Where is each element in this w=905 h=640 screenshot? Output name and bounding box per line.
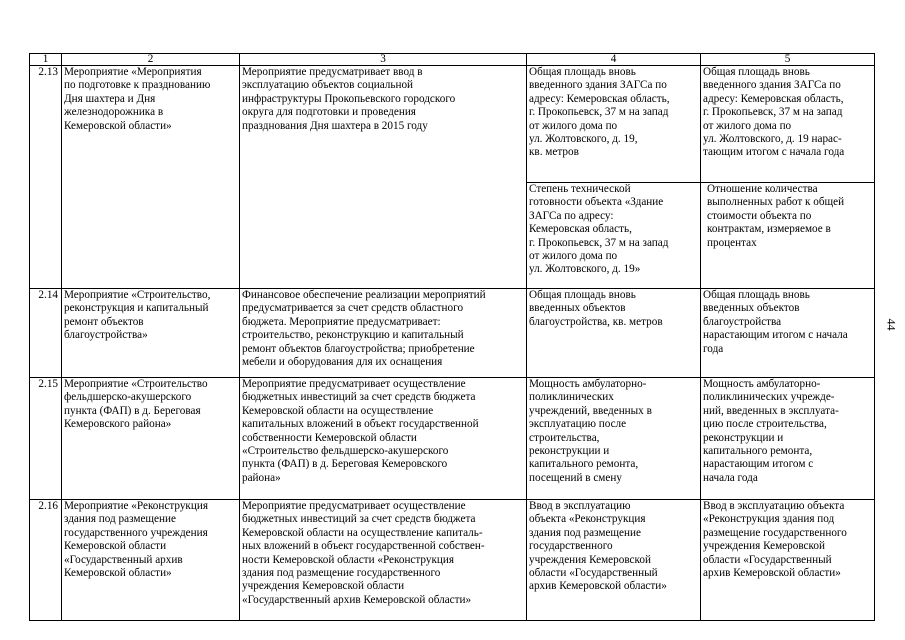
measure-name: Мероприятие «Реконструкция здания под размещение государственного учреждения Кемеровской области «Государственный архив Кемеровской области» (62, 500, 240, 621)
measure-name: Мероприятие «Строительство, реконструкция и капитальный ремонт объектов благоустройства» (62, 289, 240, 378)
table-row (30, 378, 875, 500)
row-number: 2.14 (30, 289, 62, 378)
measure-description: Мероприятие предусматривает ввод в эксплуатацию объектов социальной инфраструктуры Прокопьевского городского округа для подготовки и проведения празднования Дня шахтера в 2015 году (240, 66, 527, 289)
indicator-method: Отношение количества выполненных работ к общей стоимости объекта по контрактам, измеряемое в процентах (701, 183, 875, 289)
row-number: 2.16 (30, 500, 62, 621)
indicator-name: Мощность амбулаторно- поликлинических учреждений, введенных в эксплуатацию после строительства, реконструкции и капитального ремонта, посещений в смену (527, 378, 701, 500)
header-col-5: 5 (701, 54, 875, 66)
indicator-method: Ввод в эксплуатацию объекта «Реконструкция здания под размещение государственного учреждения Кемеровской области «Государственный архив Кемеровской области» (701, 500, 875, 621)
table-row (30, 66, 875, 183)
measure-name: Мероприятие «Строительство фельдшерско-акушерского пункта (ФАП) в д. Береговая Кемеровского района» (62, 378, 240, 500)
header-col-1: 1 (30, 54, 62, 66)
header-col-3: 3 (240, 54, 527, 66)
measure-description: Мероприятие предусматривает осуществление бюджетных инвестиций за счет средств бюджета Кемеровской области на осуществление капиталь- ных вложений в объект государственной собствен- ности Кемеровской области «Реконструкция здания под размещение государственного учреждения Кемеровской области «Государственный архив Кемеровской области» (240, 500, 527, 621)
header-col-4: 4 (527, 54, 701, 66)
indicator-name: Степень технической готовности объекта «Здание ЗАГСа по адресу: Кемеровская область, г. Прокопьевск, 37 м на запад от жилого дома по ул. Жолтовского, д. 19» (527, 183, 701, 289)
measure-description: Финансовое обеспечение реализации мероприятий предусматривается за счет средств областного бюджета. Мероприятие предусматривает: строительство, реконструкцию и капитальный ремонт объектов благоустройства; приобретение мебели и оборудования для их оснащения (240, 289, 527, 378)
indicator-name: Общая площадь вновь введенных объектов благоустройства, кв. метров (527, 289, 701, 378)
row-number: 2.15 (30, 378, 62, 500)
measure-description: Мероприятие предусматривает осуществление бюджетных инвестиций за счет средств бюджета Кемеровской области на осуществление капитальных вложений в объект государственной собственности Кемеровской области «Строительство фельдшерско-акушерского пункта (ФАП) в д. Береговая Кемеровского района» (240, 378, 527, 500)
header-col-2: 2 (62, 54, 240, 66)
indicator-method: Мощность амбулаторно- поликлинических учрежде- ний, введенных в эксплуата- цию после строительства, реконструкции и капитального ремонта, нарастающим итогом с начала года (701, 378, 875, 500)
indicator-method: Общая площадь вновь введенных объектов благоустройства нарастающим итогом с начала года (701, 289, 875, 378)
indicator-method: Общая площадь вновь введенного здания ЗАГСа по адресу: Кемеровская область, г. Прокопьевск, 37 м на запад от жилого дома по ул. Жолтовского, д. 19 нарас- тающим итогом с начала года (701, 66, 875, 183)
header-row (30, 54, 875, 66)
indicator-name: Ввод в эксплуатацию объекта «Реконструкция здания под размещение государственного учреждения Кемеровской области «Государственный архив Кемеровской области» (527, 500, 701, 621)
measure-name: Мероприятие «Мероприятия по подготовке к празднованию Дня шахтера и Дня железнодорожника в Кемеровской области» (62, 66, 240, 289)
table-row (30, 500, 875, 621)
measures-table (29, 53, 875, 621)
page-number: 44 (884, 318, 899, 331)
table-row (30, 289, 875, 378)
row-number: 2.13 (30, 66, 62, 289)
indicator-name: Общая площадь вновь введенного здания ЗАГСа по адресу: Кемеровская область, г. Прокопьевск, 37 м на запад от жилого дома по ул. Жолтовского, д. 19, кв. метров (527, 66, 701, 183)
